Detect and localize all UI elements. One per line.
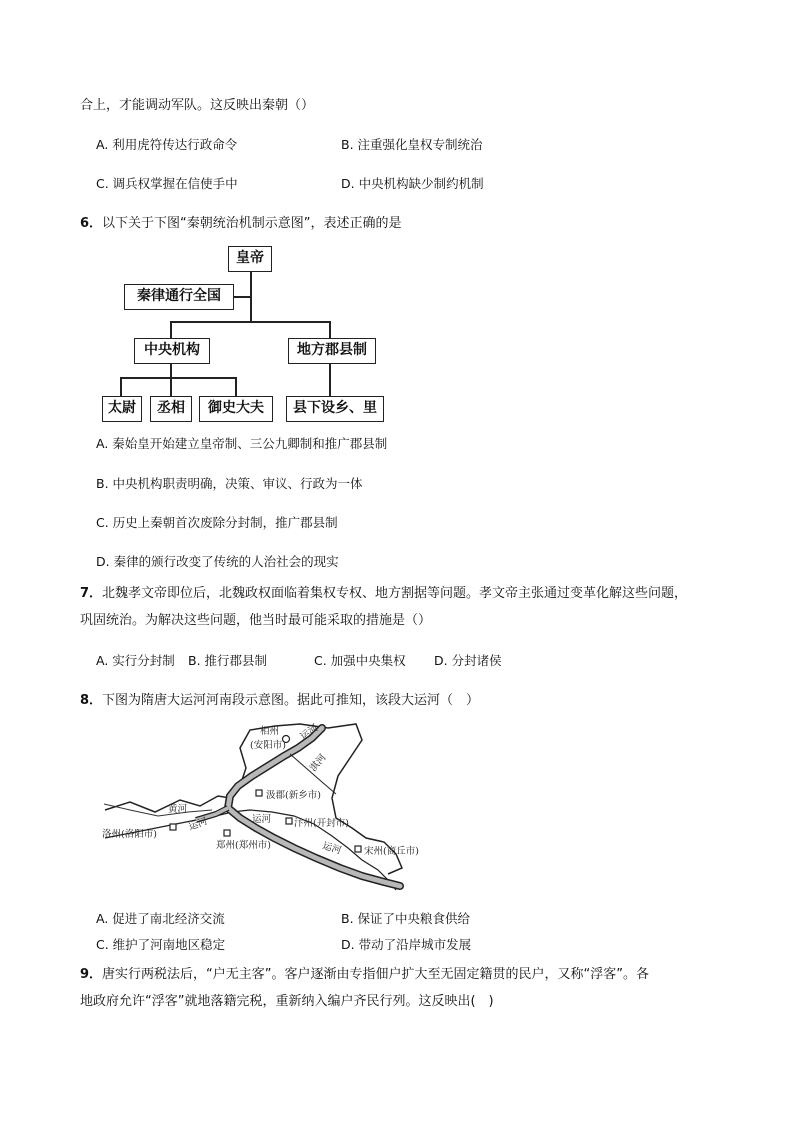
luozhou-marker (170, 824, 176, 830)
q7-number: 7． (80, 586, 103, 601)
q8-option-c: C. 维护了河南地区稳定 (96, 937, 226, 952)
q9-number: 9． (80, 967, 103, 982)
label-xiangzhou: 相州 (260, 726, 280, 737)
label-anyang: (安阳市) (250, 740, 286, 751)
wire-law (234, 296, 250, 298)
q8-option-a: A. 促进了南北经济交流 (96, 911, 225, 926)
q5-option-a: A. 利用虎符传达行政命令 (96, 137, 238, 152)
songzhou-marker (355, 846, 361, 852)
label-jijun: 汲郡(新乡市) (266, 790, 321, 801)
map-svg (100, 720, 420, 895)
label-yunhe-east: 运河 (321, 840, 343, 857)
jijun-marker (256, 790, 262, 796)
wire-branch (170, 321, 330, 323)
q6-number: 6． (80, 216, 103, 231)
box-chengxiang: 丞相 (150, 396, 192, 422)
zhengzhou-marker (224, 830, 230, 836)
q6-option-b: B. 中央机构职责明确，决策、审议、行政为一体 (96, 476, 363, 491)
label-qihe: 淇河 (307, 752, 329, 774)
wire-taiwei (120, 377, 122, 396)
label-luozhou: 洛州(洛阳市) (102, 829, 157, 840)
box-yushi: 御史大夫 (199, 396, 273, 422)
q7-option-c: C. 加强中央集权 (314, 653, 406, 668)
label-yunhe-center: 运河 (252, 814, 272, 825)
q5-stem-end: 合上，才能调动军队。这反映出秦朝（） (80, 98, 315, 113)
label-yunhe-north: 运河 (298, 722, 321, 743)
q8-stem (80, 692, 479, 710)
grand-canal-henan-map (100, 720, 420, 895)
q8-stem-text: 下图为隋唐大运河河南段示意图。据此可推知，该段大运河（ ） (102, 693, 480, 708)
label-zhengzhou: 郑州(郑州市) (216, 840, 271, 851)
wire-central (170, 321, 172, 338)
wire-yushi (235, 377, 237, 396)
q5-option-b: B. 注重强化皇权专制统治 (341, 137, 483, 152)
label-yunhe-west: 运河 (187, 815, 209, 833)
box-xian: 县下设乡、里 (286, 396, 384, 422)
q7-stem-text1: 北魏孝文帝即位后，北魏政权面临着集权专权、地方割据等问题。孝文帝主张通过变革化解这些问题， (102, 586, 688, 601)
wire-emperor-down (250, 272, 252, 322)
q7-option-a: A. 实行分封制 (96, 653, 175, 668)
label-huanghe: 黄河 (168, 804, 188, 815)
q5-option-c: C. 调兵权掌握在信使手中 (96, 176, 238, 191)
box-taiwei: 太尉 (102, 396, 142, 422)
q8-option-d: D. 带动了沿岸城市发展 (341, 937, 472, 952)
canal-band (228, 728, 400, 886)
wire-local (329, 321, 331, 338)
label-bianzhou: 汴州(开封市) (294, 818, 349, 829)
q7-option-b: B. 推行郡县制 (188, 653, 268, 668)
box-central: 中央机构 (134, 338, 210, 364)
box-law: 秦律通行全国 (124, 284, 234, 310)
box-emperor: 皇帝 (228, 246, 272, 272)
q7-stem-line1 (80, 585, 687, 603)
wire-local-down (329, 364, 331, 396)
q7-stem-line2: 巩固统治。为解决这些问题，他当时最可能采取的措施是（） (80, 613, 432, 628)
wire-central-branch (120, 377, 236, 379)
q5-option-d: D. 中央机构缺少制约机制 (341, 176, 484, 191)
qin-governance-diagram (100, 240, 400, 425)
wire-chengxiang (170, 377, 172, 396)
q6-option-a: A. 秦始皇开始建立皇帝制、三公九卿制和推广郡县制 (96, 436, 388, 451)
q6-option-c: C. 历史上秦朝首次废除分封制，推广郡县制 (96, 515, 338, 530)
q8-number: 8． (80, 693, 103, 708)
canal-band-outline (228, 728, 400, 886)
q6-stem-text: 以下关于下图“秦朝统治机制示意图”，表述正确的是 (102, 216, 402, 231)
q9-stem-text1: 唐实行两税法后，“户无主客”。客户逐渐由专指佃户扩大至无固定籍贯的民户，又称“浮客”。各 (102, 967, 649, 982)
q6-option-d: D. 秦律的颁行改变了传统的人治社会的现实 (96, 554, 339, 569)
q8-option-b: B. 保证了中央粮食供给 (341, 911, 471, 926)
bianzhou-marker (286, 818, 292, 824)
q9-stem-line2: 地政府允许“浮客”就地落籍完税，重新纳入编户齐民行列。这反映出( ) (80, 994, 494, 1009)
q7-option-d: D. 分封诸侯 (434, 653, 502, 668)
q6-stem (80, 215, 402, 233)
box-local: 地方郡县制 (288, 338, 376, 364)
wire-central-down (170, 364, 172, 378)
q9-stem-line1 (80, 966, 649, 984)
label-songzhou: 宋州(商丘市) (364, 846, 419, 857)
